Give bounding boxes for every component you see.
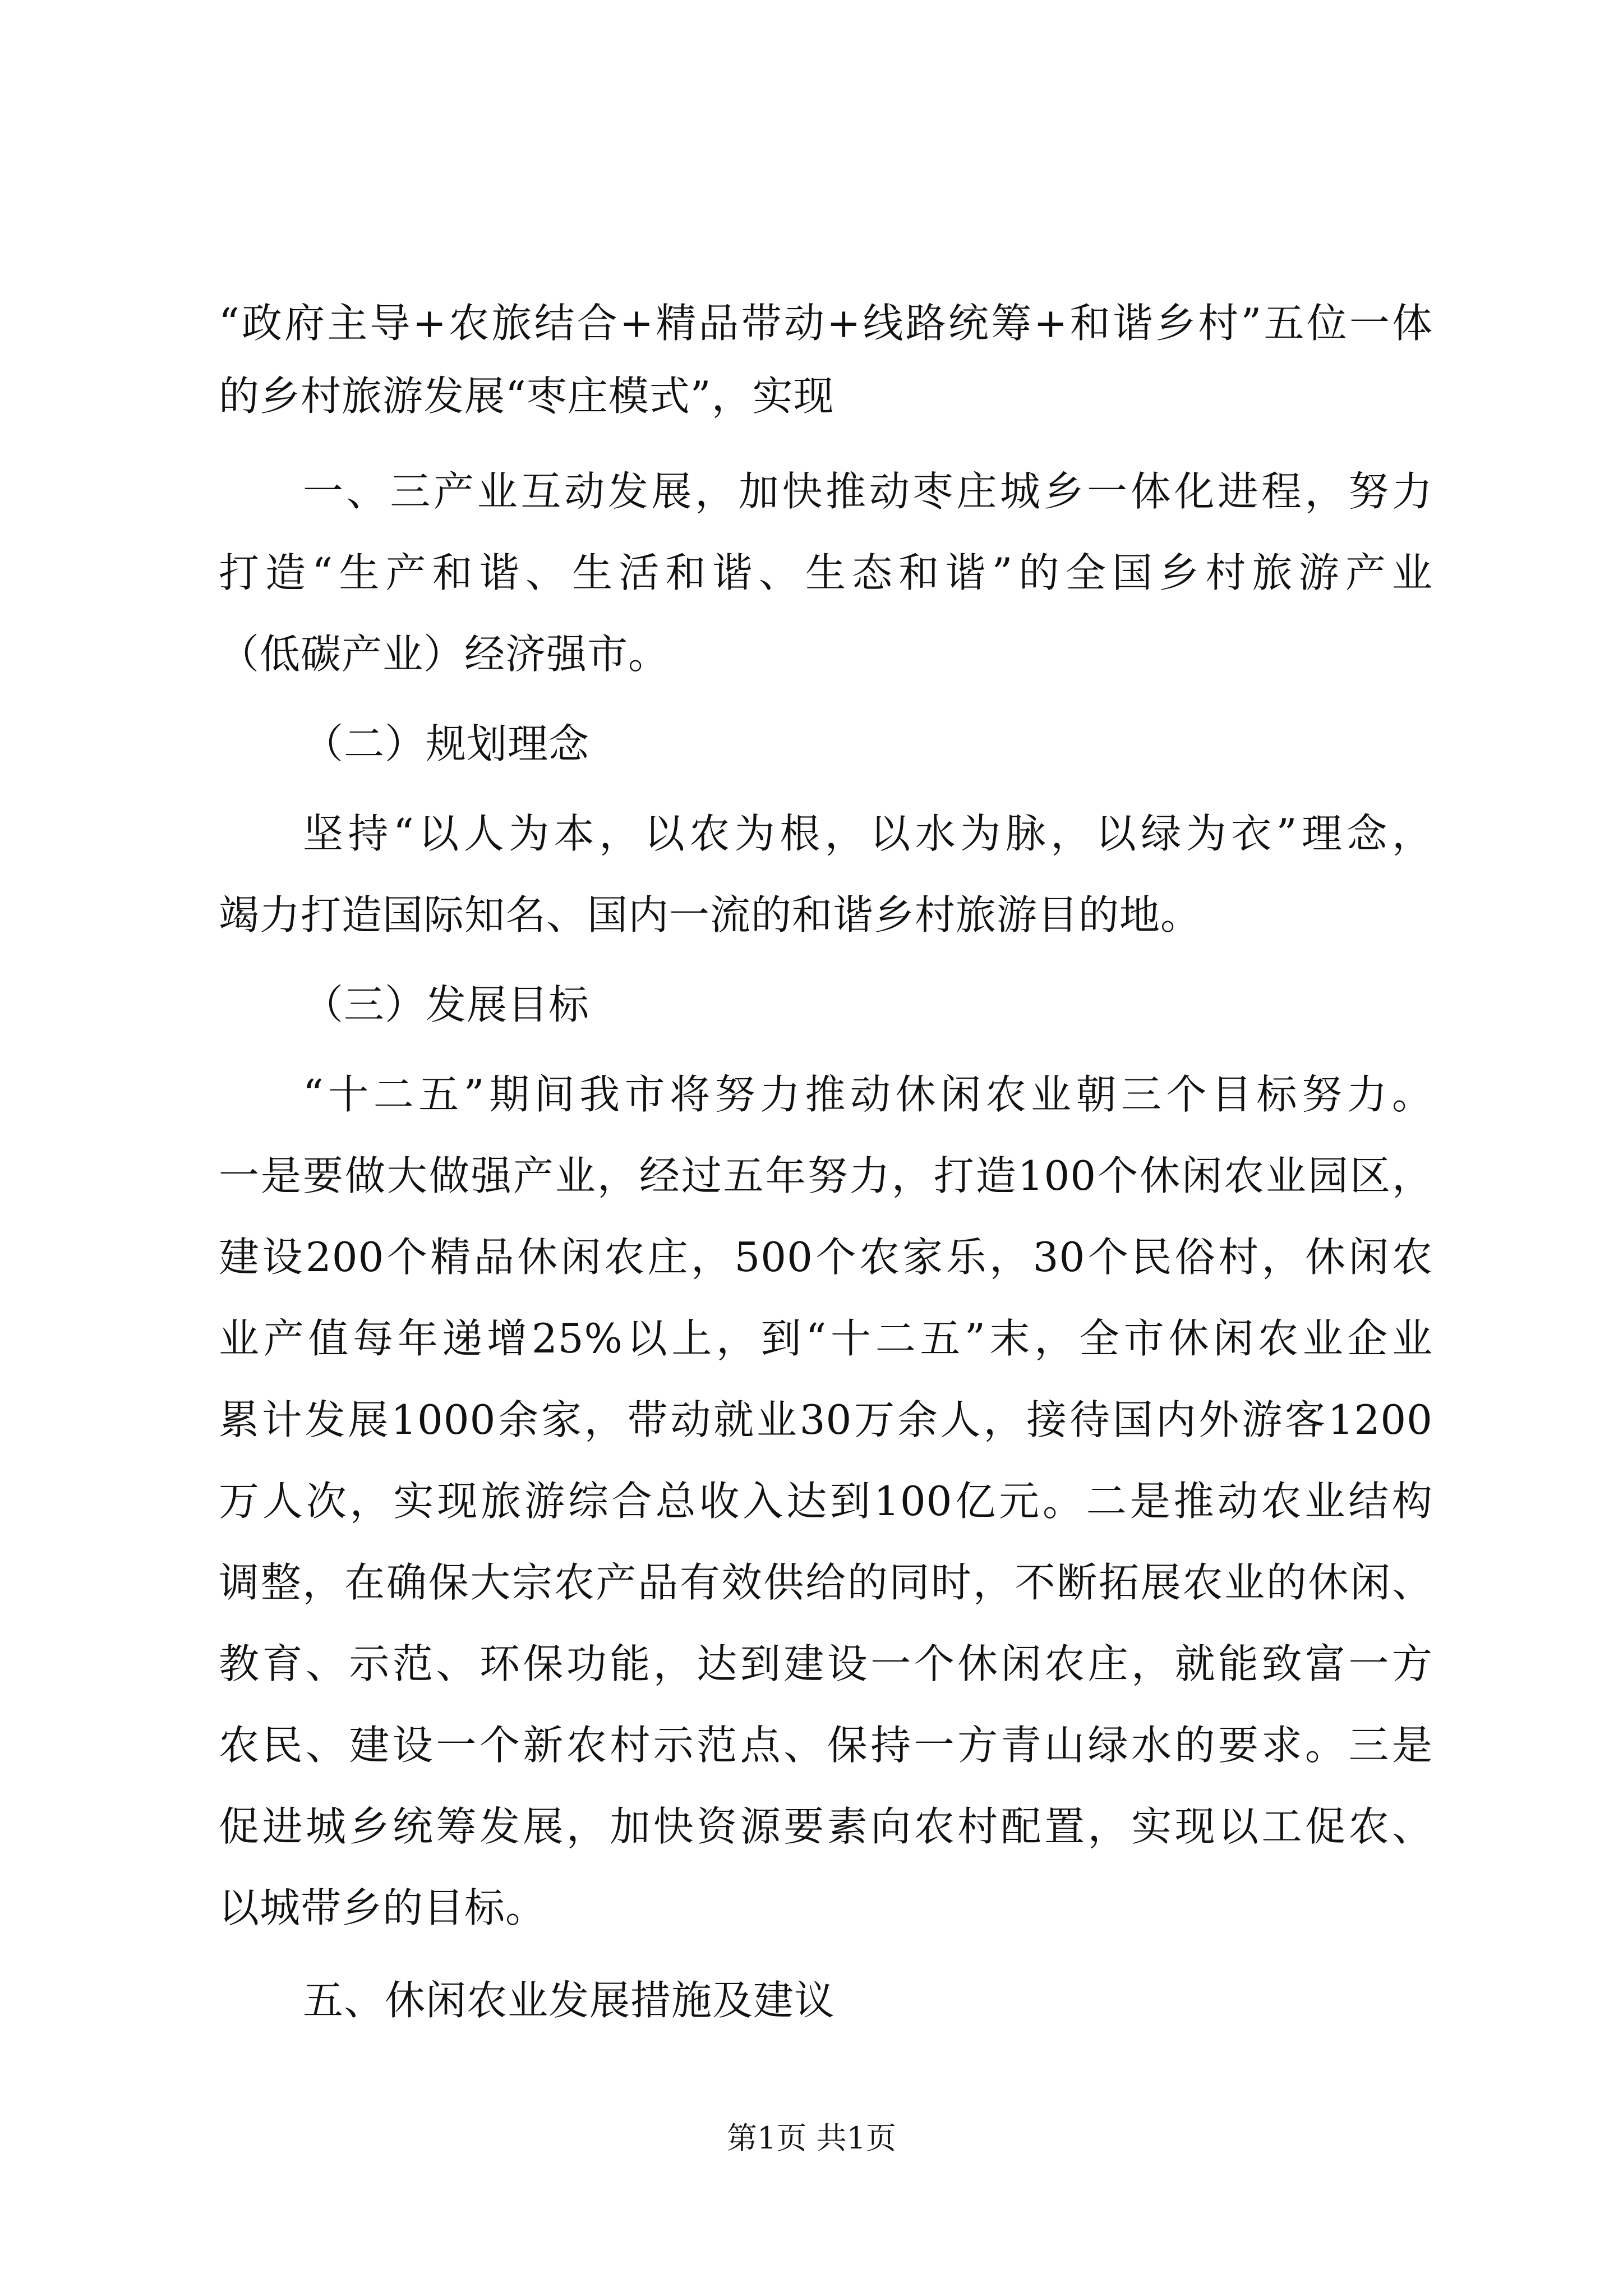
text-line: “十二五”期间我市将努力推动休闲农业朝三个目标努力。 — [303, 1071, 1433, 1118]
text-line: 竭力打造国际知名、国内一流的和谐乡村旅游目的地。 — [219, 891, 1202, 938]
text-line: 累计发展1000余家，带动就业30万余人，接待国内外游客1200 — [219, 1396, 1433, 1443]
text-line: 农民、建设一个新农村示范点、保持一方青山绿水的要求。三是 — [219, 1722, 1433, 1769]
text-line: 万人次，实现旅游综合总收入达到100亿元。二是推动农业结构 — [219, 1478, 1433, 1525]
section-heading: （二）规划理念 — [303, 720, 590, 767]
text-line: 打造“生产和谐、生活和谐、生态和谐”的全国乡村旅游产业 — [219, 549, 1433, 596]
text-line: 教育、示范、环保功能，达到建设一个休闲农庄，就能致富一方 — [219, 1640, 1433, 1687]
text-line: 促进城乡统筹发展，加快资源要素向农村配置，实现以工促农、 — [219, 1803, 1433, 1850]
text-line: “政府主导+农旅结合+精品带动+线路统筹+和谐乡村”五位一体 — [219, 300, 1433, 347]
text-line: （低碳产业）经济强市。 — [219, 631, 670, 678]
text-line: 坚持“以人为本，以农为根，以水为脉，以绿为衣”理念， — [303, 810, 1433, 857]
text-line: 一、三产业互动发展，加快推动枣庄城乡一体化进程，努力 — [303, 468, 1433, 515]
text-line: 一是要做大做强产业，经过五年努力，打造100个休闲农业园区， — [219, 1152, 1433, 1199]
text-line: 以城带乡的目标。 — [219, 1884, 547, 1931]
section-heading: （三）发展目标 — [303, 981, 590, 1028]
text-line: 的乡村旅游发展“枣庄模式”，实现 — [219, 372, 834, 420]
text-line: 调整，在确保大宗农产品有效供给的同时，不断拓展农业的休闲、 — [219, 1559, 1433, 1606]
page-footer: 第1页 共1页 — [727, 2120, 896, 2156]
text-line: 建设200个精品休闲农庄，500个农家乐，30个民俗村，休闲农 — [219, 1234, 1433, 1281]
section-heading: 五、休闲农业发展措施及建议 — [303, 1977, 836, 2024]
text-line: 业产值每年递增25%以上，到“十二五”末，全市休闲农业企业 — [219, 1315, 1433, 1362]
